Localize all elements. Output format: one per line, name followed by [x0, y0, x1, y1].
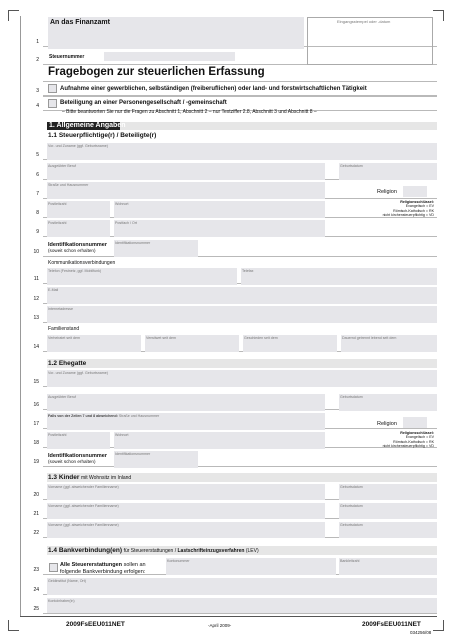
row-rule [43, 613, 437, 614]
row-number: 5 [36, 152, 39, 158]
marital-heading: Familienstand [48, 326, 80, 332]
religion-key-line: Römisch-Katholisch = RK [393, 208, 434, 213]
option-business-label: Aufnahme einer gewerblichen, selbständigen (freiberuflichen) oder land- und forstwirtschaftlichen Tätigkeit [60, 86, 367, 92]
row-number: 19 [33, 459, 39, 465]
spouse-religion-key [350, 431, 434, 449]
spouse-religion-label: Religion [377, 421, 397, 427]
row-number: 24 [33, 587, 39, 593]
row-number: 9 [36, 229, 39, 235]
religion-key-title: Religionsschlüssel: [400, 200, 434, 204]
children-heading: 1.3 Kinder [48, 474, 80, 481]
taxpayer-postcode-label: Postleitzahl [48, 202, 67, 206]
taxpayer-occupation-field[interactable] [47, 163, 325, 180]
row-number: 15 [33, 379, 39, 385]
account-holder-label: Kontoinhaber(in) [48, 599, 75, 603]
bank-heading-note-pre: für Steuererstattungen / [123, 548, 178, 554]
taxpayer-religion-key [350, 200, 434, 218]
section-1-title: 1. Allgemeine Angaben [49, 122, 126, 129]
spouse-occupation-label: Ausgeübter Beruf [48, 395, 76, 399]
bank-heading: 1.4 Bankverbindung(en) [48, 547, 123, 554]
spouse-occupation-field[interactable] [47, 394, 325, 411]
phone-label: Telefon (Festnetz, ggf. Mobilfunk) [48, 269, 102, 273]
row-number: 8 [36, 210, 39, 216]
children-heading-line [48, 474, 131, 481]
child-1-birthdate-label: Geburtsdatum [340, 485, 363, 489]
email-label: E-Mail [48, 288, 59, 292]
child-2-birthdate-label: Geburtsdatum [340, 504, 363, 508]
widowed-since-label: Verwitwet seit dem [146, 336, 176, 340]
stamp-box[interactable] [307, 17, 433, 65]
website-field[interactable] [47, 306, 437, 323]
comm-heading: Kommunikationsverbindungen [48, 260, 116, 266]
row-rule [43, 256, 437, 257]
stamp-label: Eingangsstempel oder -datum [337, 19, 391, 24]
spouse-heading: 1.2 Ehegatte [48, 360, 87, 367]
form-code-right: 2009FsEEU011NET [362, 621, 421, 628]
taxpayer-id-field-label: Identifikationsnummer [115, 241, 151, 245]
taxpayer-religion-label: Religion [377, 189, 397, 195]
row-number: 2 [36, 57, 39, 63]
divorced-since-label: Geschieden seit dem [244, 336, 278, 340]
bank-heading-line [48, 547, 259, 554]
crop-mark-bottom-left [8, 620, 19, 631]
account-holder-field[interactable] [47, 598, 437, 613]
form-number: 034256/08 [410, 630, 432, 635]
religion-key-line: nicht kirchensteuerpflichtig = VD [382, 444, 434, 449]
child-3-name-label: Vorname (ggf. abweichender Familienname) [48, 523, 119, 527]
row-number: 4 [36, 103, 39, 109]
religion-key-line: nicht kirchensteuerpflichtig = VD [382, 213, 434, 218]
website-label: Internetadresse [48, 307, 73, 311]
option-partnership-label: Beteiligung an einer Personengesellschaft / -gemeinschaft [60, 100, 227, 106]
spouse-heading-bar [47, 359, 437, 368]
spouse-birthdate-label: Geburtsdatum [340, 395, 363, 399]
checkbox-business[interactable] [48, 84, 57, 93]
tax-number-label: Steuernummer [49, 54, 85, 60]
taxpayer-pobox-field[interactable] [114, 220, 325, 237]
fax-field[interactable] [241, 268, 437, 285]
row-rule [43, 466, 437, 467]
sort-code-label: Bankleitzahl [340, 559, 360, 563]
child-3-birthdate-label: Geburtsdatum [340, 523, 363, 527]
form-title: Fragebogen zur steuerlichen Erfassung [48, 66, 265, 78]
form-date: -April 2009- [208, 623, 232, 628]
spouse-name-label: Vor- und Zuname (ggf. Geburtsname) [48, 371, 108, 375]
fax-label: Telefax [242, 269, 254, 273]
bank-heading-note-bold: Lastschrifteinzugsverfahren [177, 548, 245, 554]
divider [43, 81, 437, 82]
religion-key-title: Religionsschlüssel: [400, 431, 434, 435]
row-number: 25 [33, 606, 39, 612]
taxpayer-street-label: Straße und Hausnummer [48, 183, 89, 187]
taxpayer-city-label: Wohnort [115, 202, 129, 206]
row-number: 17 [33, 421, 39, 427]
taxpayer-religion-field[interactable] [403, 186, 427, 197]
spouse-city-label: Wohnort [115, 433, 129, 437]
row-number: 18 [33, 440, 39, 446]
spouse-postcode-label: Postleitzahl [48, 433, 67, 437]
taxpayer-occupation-label: Ausgeübter Beruf [48, 164, 76, 168]
checkbox-refund[interactable] [49, 563, 58, 572]
taxpayer-name-label: Vor- und Zuname (ggf. Geburtsname) [48, 144, 108, 148]
row-number: 16 [33, 402, 39, 408]
row-number: 21 [33, 511, 39, 517]
religion-key-line: Evangelisch = EV [405, 204, 434, 209]
crop-mark-bottom-right [433, 620, 444, 631]
row-number: 22 [33, 530, 39, 536]
form-code-left: 2009FsEEU011NET [66, 621, 125, 628]
bank-heading-note-post: (LEV) [244, 548, 259, 554]
taxpayer-city-field[interactable] [114, 201, 325, 218]
religion-key-line: Evangelisch = EV [405, 435, 434, 440]
partnership-note: – Bitte beantworten Sie nur die Fragen zu Abschnitt 1, Abschnitt 2 – nur Textziffer 2.8, Abschnitt 3 und Abschnitt 8 – [62, 109, 317, 115]
row-number: 11 [33, 276, 39, 282]
divider [43, 96, 437, 97]
tax-number-input[interactable] [104, 52, 235, 61]
row-number: 23 [33, 567, 39, 573]
taxpayer-pobox-label: Postfach / Ort [115, 221, 137, 225]
child-2-name-label: Vorname (ggf. abweichender Familienname) [48, 504, 119, 508]
married-since-label: Verheiratet seit dem [48, 336, 80, 340]
refund-line-2: folgende Bankverbindung erfolgen: [60, 569, 146, 575]
crop-mark-top-left [8, 10, 19, 21]
taxpayer-heading: 1.1 Steuerpflichtige(r) / Beteiligte(r) [48, 132, 157, 139]
spouse-id-field-label: Identifikationsnummer [115, 452, 151, 456]
row-number: 20 [33, 492, 39, 498]
spouse-street-note-bold: Falls von der Zeilen 7 und 8 abweichend: [48, 414, 118, 418]
row-number: 13 [33, 315, 39, 321]
row-number: 7 [36, 191, 39, 197]
refund-line-1 [60, 562, 146, 568]
checkbox-partnership[interactable] [48, 99, 57, 108]
refund-line-1-rest: sollen an [122, 562, 146, 568]
taxpayer-street-field[interactable] [47, 182, 325, 199]
finanzamt-label: An das Finanzamt [50, 19, 110, 26]
account-number-field[interactable] [166, 558, 336, 575]
bank-institute-label: Geldinstitut (Name, Ort) [48, 579, 86, 583]
row-number: 10 [33, 249, 39, 255]
taxpayer-id-note: (soweit schon erhalten) [48, 248, 96, 253]
spouse-religion-field[interactable] [403, 417, 427, 428]
account-number-label: Kontonummer [167, 559, 190, 563]
taxpayer-birthdate-label: Geburtsdatum [340, 164, 363, 168]
spouse-street-note-rest: Straße und Hausnummer [118, 414, 160, 418]
row-number: 14 [33, 344, 39, 350]
row-number: 1 [36, 39, 39, 45]
separated-since-label: Dauernd getrennt lebend seit dem [342, 336, 397, 340]
taxpayer-id-label: Identifikationsnummer [48, 242, 107, 248]
taxpayer-pobox-postcode-label: Postleitzahl [48, 221, 67, 225]
spouse-id-label: Identifikationsnummer [48, 453, 107, 459]
religion-key-line: Römisch-Katholisch = RK [393, 439, 434, 444]
child-1-name-label: Vorname (ggf. abweichender Familienname) [48, 485, 119, 489]
spouse-city-field[interactable] [114, 432, 325, 449]
spouse-street-note [48, 414, 159, 418]
bank-institute-field[interactable] [47, 578, 437, 595]
row-number: 3 [36, 88, 39, 94]
children-heading-note: mit Wohnsitz im Inland [80, 475, 132, 481]
footer-rule [20, 616, 437, 617]
spouse-id-note: (soweit schon erhalten) [48, 459, 96, 464]
refund-line-1-bold: Alle Steuererstattungen [60, 562, 123, 568]
email-field[interactable] [47, 287, 437, 304]
row-number: 6 [36, 172, 39, 178]
row-number: 12 [33, 296, 39, 302]
